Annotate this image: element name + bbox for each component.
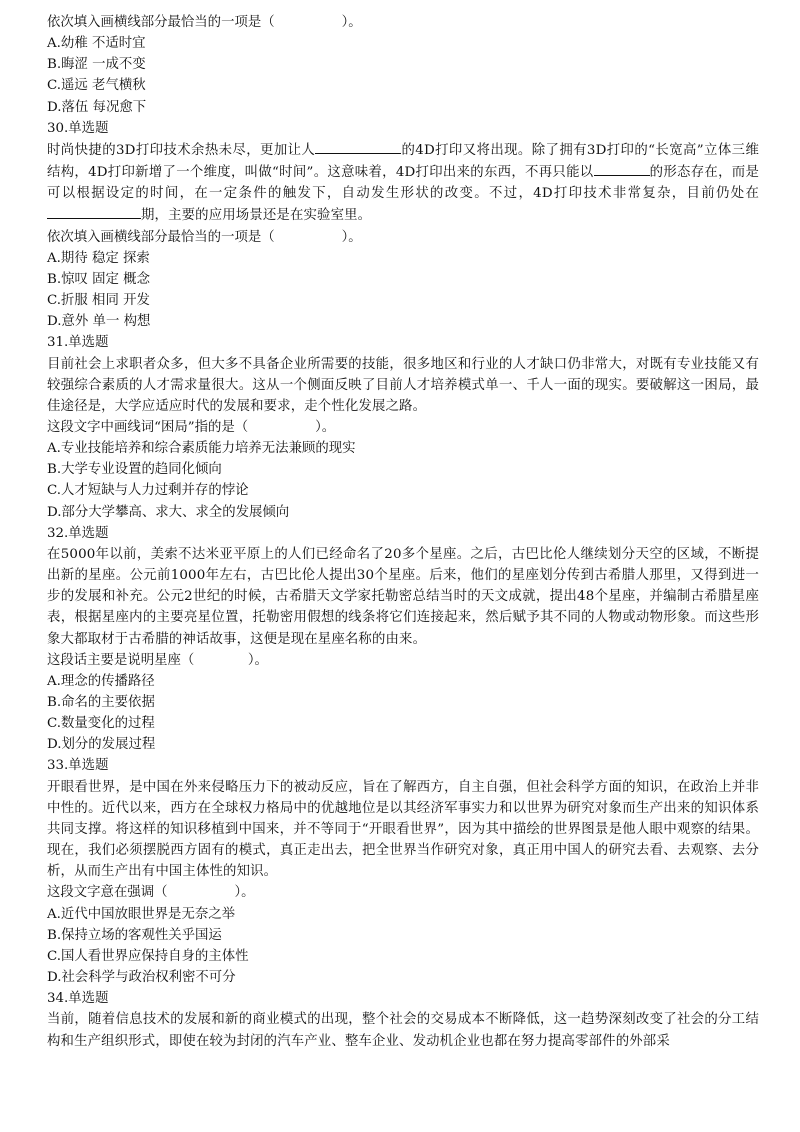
option-d: D.社会科学与政治权利密不可分 <box>47 970 236 986</box>
option-c: C.数量变化的过程 <box>47 716 155 732</box>
question-passage: 目前社会上求职者众多，但大多不具备企业所需要的技能，很多地区和行业的人才缺口仍非常大，对既有专业技能又有较强综合素质的人才需求量很大。这从一个侧面反映了目前人才培养模式单一、千人一面的现实。要破解这一困局，最佳途径是，大学应适应时代的发展和要求，走个性化发展之路。 <box>47 356 759 414</box>
question-heading: 33.单选题 <box>47 758 109 774</box>
option-b: B.晦涩 一成不变 <box>47 57 146 73</box>
fill-blank <box>594 161 650 176</box>
option-c: C.折服 相同 开发 <box>47 293 150 309</box>
fill-blank <box>47 204 141 219</box>
option-b: B.保持立场的客观性关乎国运 <box>47 927 222 943</box>
option-b: B.惊叹 固定 概念 <box>47 271 150 287</box>
question-heading: 31.单选题 <box>47 335 109 351</box>
option-c: C.人才短缺与人力过剩并存的悖论 <box>47 483 249 499</box>
option-d: D.落伍 每况愈下 <box>47 99 147 115</box>
document-page <box>47 12 759 1052</box>
question-stem: 依次填入画横线部分最恰当的一项是（ ）。 <box>47 15 362 30</box>
question-passage: 在5000年以前，美索不达米亚平原上的人们已经命名了20多个星座。之后，古巴比伦人继续划分天空的区域，不断提出新的星座。公元前1000年左右，古巴比伦人提出30个星座。后来，他们的星座划分传到古希腊人那里，又得到进一步的发展和补充。公元2世纪的时候，古希腊天文学家托勒密总结当时的天文成就，提出48个星座，并编制古希腊星座表，根据星座内的主要亮星位置，托勒密用假想的线条将它们连接起来，然后赋予其不同的人物或动物形象。而这些形象大都取材于古希腊的神话故事，这便是现在星座名称的由来。 <box>47 546 759 647</box>
question-stem: 这段文字中画线词“困局”指的是（ ）。 <box>47 419 336 435</box>
option-a: A.期待 稳定 探索 <box>47 250 150 266</box>
question-stem: 依次填入画横线部分最恰当的一项是（ ）。 <box>47 229 362 245</box>
option-d: D.部分大学攀高、求大、求全的发展倾向 <box>47 504 290 520</box>
fill-blank <box>315 139 401 154</box>
option-a: A.近代中国放眼世界是无奈之举 <box>47 906 236 922</box>
passage-text: 的4D打印又将出现。除了拥有3D打印的“长宽高”立体三维结构，4D打印新增了一个维度，叫做“时间”。这意味着，4D打印出来的东西，不再只能以 <box>47 142 759 181</box>
question-heading: 32.单选题 <box>47 525 109 541</box>
question-stem: 这段文字意在强调（ ）。 <box>47 885 255 901</box>
question-passage: 当前，随着信息技术的发展和新的商业模式的出现，整个社会的交易成本不断降低，这一趋势深刻改变了社会的分工结构和生产组织形式，即使在较为封闭的汽车产业、整车企业、发动机企业也都在努力提高零部件的外部采 <box>47 1012 759 1049</box>
question-heading: 34.单选题 <box>47 991 109 1007</box>
question-heading: 30.单选题 <box>47 120 109 136</box>
option-a: A.理念的传播路径 <box>47 673 155 689</box>
option-b: B.大学专业设置的趋同化倾向 <box>47 462 222 478</box>
question-stem: 这段话主要是说明星座（ ）。 <box>47 652 268 668</box>
question-passage: 开眼看世界，是中国在外来侵略压力下的被动反应，旨在了解西方，自主自强，但社会科学方面的知识，在政治上并非中性的。近代以来，西方在全球权力格局中的优越地位是以其经济军事实力和以世界为研究对象而生产出来的知识体系共同支撑。将这样的知识移植到中国来，并不等同于“开眼看世界”，因为其中描绘的世界图景是他人眼中观察的结果。现在，我们必须摆脱西方固有的模式，真正走出去，把全世界当作研究对象，真正用中国人的研究去看、去观察、去分析，从而生产出有中国主体性的知识。 <box>47 779 759 880</box>
option-a: A.幼稚 不适时宜 <box>47 36 146 52</box>
option-c: C.遥远 老气横秋 <box>47 78 146 94</box>
passage-text: 的形态存在，而是可以根据设定的时间，在一定条件的触发下，自动发生形状的改变。不过，4D打印技术非常复杂，目前仍处在 <box>47 165 760 202</box>
question-passage <box>47 139 759 227</box>
option-c: C.国人看世界应保持自身的主体性 <box>47 948 249 964</box>
option-d: D.划分的发展过程 <box>47 737 156 753</box>
option-b: B.命名的主要依据 <box>47 695 155 710</box>
option-d: D.意外 单一 构想 <box>47 314 151 330</box>
passage-text: 时尚快捷的3D打印技术余热未尽，更加让人 <box>47 142 316 158</box>
option-a: A.专业技能培养和综合素质能力培养无法兼顾的现实 <box>47 441 356 457</box>
passage-text: 期，主要的应用场景还是在实验室里。 <box>141 208 372 224</box>
